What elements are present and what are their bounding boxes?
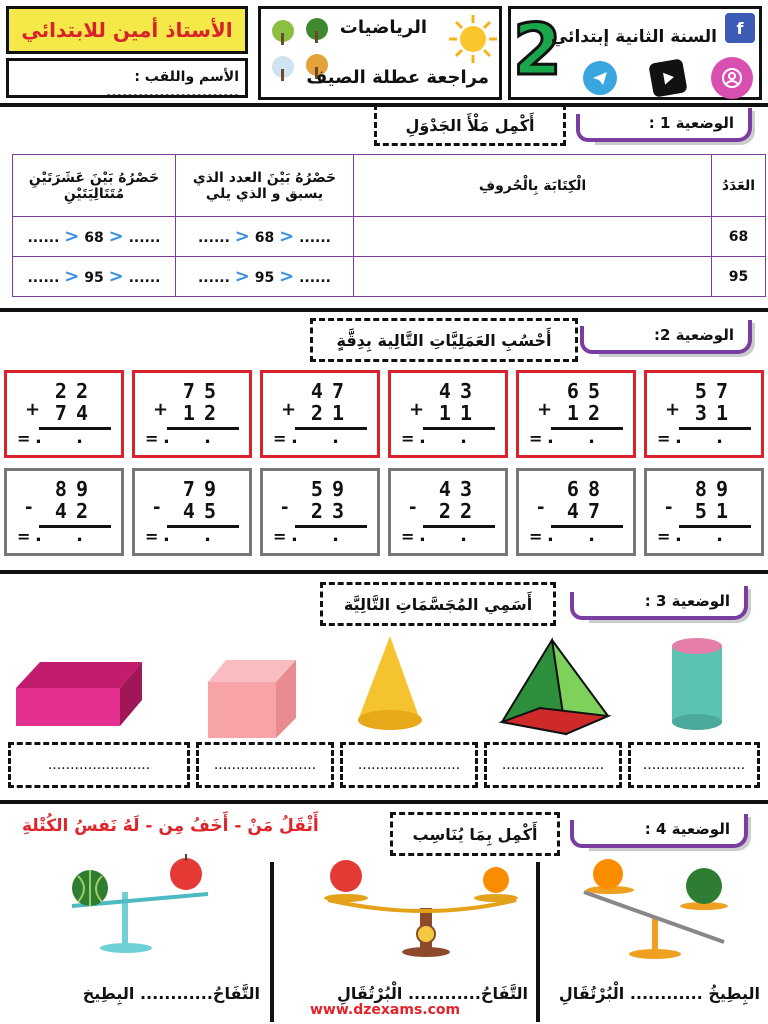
subject-title: الرياضيات bbox=[339, 17, 427, 38]
sit4-instruction: أَكْمِل بِمَا يُنَاسِب bbox=[390, 812, 560, 856]
minus-sign: - bbox=[25, 497, 33, 518]
scale-apple-orange bbox=[324, 860, 518, 957]
solids-figure bbox=[0, 630, 768, 740]
addition-box[interactable] bbox=[132, 370, 252, 458]
equals-sign: = bbox=[401, 527, 415, 546]
minus-sign: - bbox=[153, 497, 161, 518]
site-watermark: www.dzexams.com bbox=[310, 1002, 461, 1018]
result-blank[interactable]: . . bbox=[35, 525, 97, 546]
grade-title: السنة الثانية إبتدائي bbox=[550, 27, 717, 47]
solid-answer-box[interactable]: ....................... bbox=[484, 742, 622, 788]
operand-2: 74 bbox=[54, 401, 97, 425]
separator bbox=[0, 308, 768, 312]
subject-box bbox=[258, 6, 502, 100]
operand-1: 59 bbox=[310, 477, 353, 501]
sit1-label: الوضعية 1 : bbox=[592, 108, 752, 142]
sit2-instruction: أَحْسُبِ العَمَلِيَّاتِ التَّالِية بِدِقَّةٍ bbox=[310, 318, 578, 362]
cube-shape bbox=[208, 660, 296, 738]
operand-2: 51 bbox=[694, 499, 737, 523]
sun-icon bbox=[447, 13, 499, 65]
solid-answer-box[interactable]: ....................... bbox=[340, 742, 478, 788]
grade-box bbox=[508, 6, 762, 100]
words-cell[interactable] bbox=[354, 257, 712, 297]
solid-answer-box[interactable]: ....................... bbox=[196, 742, 334, 788]
telegram-icon[interactable] bbox=[583, 61, 617, 95]
result-blank[interactable]: . . bbox=[419, 427, 481, 448]
sit3-label: الوضعية 3 : bbox=[586, 586, 748, 620]
equals-sign: = bbox=[273, 527, 287, 546]
equals-sign: = bbox=[657, 527, 671, 546]
cone-shape bbox=[358, 636, 422, 730]
solid-answer-box[interactable]: ....................... bbox=[628, 742, 760, 788]
addition-box[interactable] bbox=[388, 370, 508, 458]
less-than-icon: < bbox=[108, 266, 124, 287]
sit1-instruction: أَكْمِل مَلْأَ الجَدْوَلِ bbox=[374, 104, 566, 146]
minus-sign: - bbox=[537, 497, 545, 518]
plus-sign: + bbox=[537, 399, 553, 420]
plus-sign: + bbox=[665, 399, 681, 420]
instagram-icon[interactable] bbox=[711, 57, 753, 99]
result-blank[interactable]: . . bbox=[675, 427, 737, 448]
result-blank[interactable]: . . bbox=[35, 427, 97, 448]
words-cell[interactable] bbox=[354, 217, 712, 257]
operand-1: 47 bbox=[310, 379, 353, 403]
col-words: الْكِتَابَة بِالْحُروفِ bbox=[354, 155, 712, 217]
minus-sign: - bbox=[409, 497, 417, 518]
operand-1: 79 bbox=[182, 477, 225, 501]
scales-figure bbox=[0, 852, 768, 962]
equals-sign: = bbox=[657, 429, 671, 448]
minus-sign: - bbox=[665, 497, 673, 518]
less-than-icon: < bbox=[279, 226, 295, 247]
neighbors-cell[interactable]: ...... < 95 < ...... bbox=[176, 257, 354, 297]
cylinder-shape bbox=[672, 638, 722, 730]
operand-2: 11 bbox=[438, 401, 481, 425]
youtube-icon[interactable] bbox=[648, 58, 687, 97]
tens-cell[interactable]: ...... < 68 < ...... bbox=[13, 217, 176, 257]
subtraction-box[interactable] bbox=[132, 468, 252, 556]
less-than-icon: < bbox=[108, 226, 124, 247]
equals-sign: = bbox=[529, 527, 543, 546]
minus-sign: - bbox=[281, 497, 289, 518]
subtraction-box[interactable] bbox=[516, 468, 636, 556]
operand-1: 43 bbox=[438, 379, 481, 403]
facebook-icon[interactable]: f bbox=[725, 13, 755, 43]
plus-sign: + bbox=[153, 399, 169, 420]
sit4-label: الوضعية 4 : bbox=[586, 814, 748, 848]
operand-2: 12 bbox=[566, 401, 609, 425]
review-title: مراجعة عطلة الصيف bbox=[306, 67, 489, 88]
result-blank[interactable]: . . bbox=[291, 525, 353, 546]
less-than-icon: < bbox=[64, 226, 80, 247]
neighbors-cell[interactable]: ...... < 68 < ...... bbox=[176, 217, 354, 257]
operand-1: 68 bbox=[566, 477, 609, 501]
result-blank[interactable]: . . bbox=[163, 427, 225, 448]
equals-sign: = bbox=[17, 527, 31, 546]
subtraction-box[interactable] bbox=[4, 468, 124, 556]
sentence-1[interactable]: البِطِيخُ ............ الْبُرْتُقَالِ bbox=[558, 984, 760, 1003]
operand-1: 75 bbox=[182, 379, 225, 403]
scale-watermelon-apple bbox=[72, 854, 208, 953]
result-blank[interactable]: . . bbox=[291, 427, 353, 448]
operand-1: 57 bbox=[694, 379, 737, 403]
operand-1: 89 bbox=[54, 477, 97, 501]
result-blank[interactable]: . . bbox=[419, 525, 481, 546]
operand-2: 21 bbox=[310, 401, 353, 425]
operand-2: 31 bbox=[694, 401, 737, 425]
operand-1: 43 bbox=[438, 477, 481, 501]
col-neighbors: حَصْرُهُ بَيْنَ العدد الذي يسبق و الذي يلي bbox=[176, 155, 354, 217]
result-blank[interactable]: . . bbox=[675, 525, 737, 546]
operand-2: 47 bbox=[566, 499, 609, 523]
tens-cell[interactable]: ...... < 95 < ...... bbox=[13, 257, 176, 297]
equals-sign: = bbox=[529, 429, 543, 448]
plus-sign: + bbox=[281, 399, 297, 420]
sentence-3[interactable]: التَّفَاحُ............ البِطِيخ bbox=[82, 984, 260, 1003]
equals-sign: = bbox=[401, 429, 415, 448]
operand-1: 22 bbox=[54, 379, 97, 403]
plus-sign: + bbox=[409, 399, 425, 420]
operand-2: 42 bbox=[54, 499, 97, 523]
sit2-label: الوضعية 2: bbox=[596, 320, 752, 354]
separator bbox=[0, 570, 768, 574]
teacher-title: الأستاذ أمين للابتدائي bbox=[6, 6, 248, 54]
equals-sign: = bbox=[145, 429, 159, 448]
operand-1: 65 bbox=[566, 379, 609, 403]
operand-2: 12 bbox=[182, 401, 225, 425]
grade-number: 2 bbox=[513, 9, 562, 91]
col-tens: حَصْرُهُ بَيْنَ عَشَرَتَيْنِ مُتَتَالِيَتَيْنِ bbox=[13, 155, 176, 217]
equals-sign: = bbox=[273, 429, 287, 448]
result-blank[interactable]: . . bbox=[163, 525, 225, 546]
plus-sign: + bbox=[25, 399, 41, 420]
separator bbox=[0, 800, 768, 804]
solid-answer-box[interactable]: ....................... bbox=[8, 742, 190, 788]
pyramid-shape bbox=[502, 640, 608, 734]
less-than-icon: < bbox=[279, 266, 295, 287]
operand-2: 22 bbox=[438, 499, 481, 523]
addition-box[interactable] bbox=[260, 370, 380, 458]
less-than-icon: < bbox=[234, 266, 250, 287]
cuboid-shape bbox=[16, 662, 142, 726]
equals-sign: = bbox=[17, 429, 31, 448]
operand-2: 45 bbox=[182, 499, 225, 523]
subtraction-box[interactable] bbox=[644, 468, 764, 556]
addition-box[interactable] bbox=[4, 370, 124, 458]
result-blank[interactable]: . . bbox=[547, 427, 609, 448]
addition-box[interactable] bbox=[644, 370, 764, 458]
less-than-icon: < bbox=[64, 266, 80, 287]
row-number: 68 bbox=[712, 217, 766, 257]
sit3-instruction: أَسَمِي المُجَسَّمَاتِ التَّالِيَّة bbox=[320, 582, 556, 626]
operand-2: 23 bbox=[310, 499, 353, 523]
sentence-2[interactable]: التَّفَاحُ............ الْبُرْتُقَالِ bbox=[337, 984, 528, 1003]
row-number: 95 bbox=[712, 257, 766, 297]
col-number: العَدَدُ bbox=[712, 155, 766, 217]
operand-1: 89 bbox=[694, 477, 737, 501]
name-field[interactable]: الأسم واللقب : ......................... bbox=[6, 58, 248, 98]
word-hint: أَثْقَلُ مَنْ - أَخَفُ مِن - لَهُ نَفسُ الكُتْلةِ bbox=[22, 816, 319, 836]
number-table bbox=[12, 154, 766, 297]
equals-sign: = bbox=[145, 527, 159, 546]
subtraction-box[interactable] bbox=[388, 468, 508, 556]
addition-box[interactable] bbox=[516, 370, 636, 458]
result-blank[interactable]: . . bbox=[547, 525, 609, 546]
subtraction-box[interactable] bbox=[260, 468, 380, 556]
less-than-icon: < bbox=[234, 226, 250, 247]
scale-orange-watermelon bbox=[584, 859, 728, 959]
